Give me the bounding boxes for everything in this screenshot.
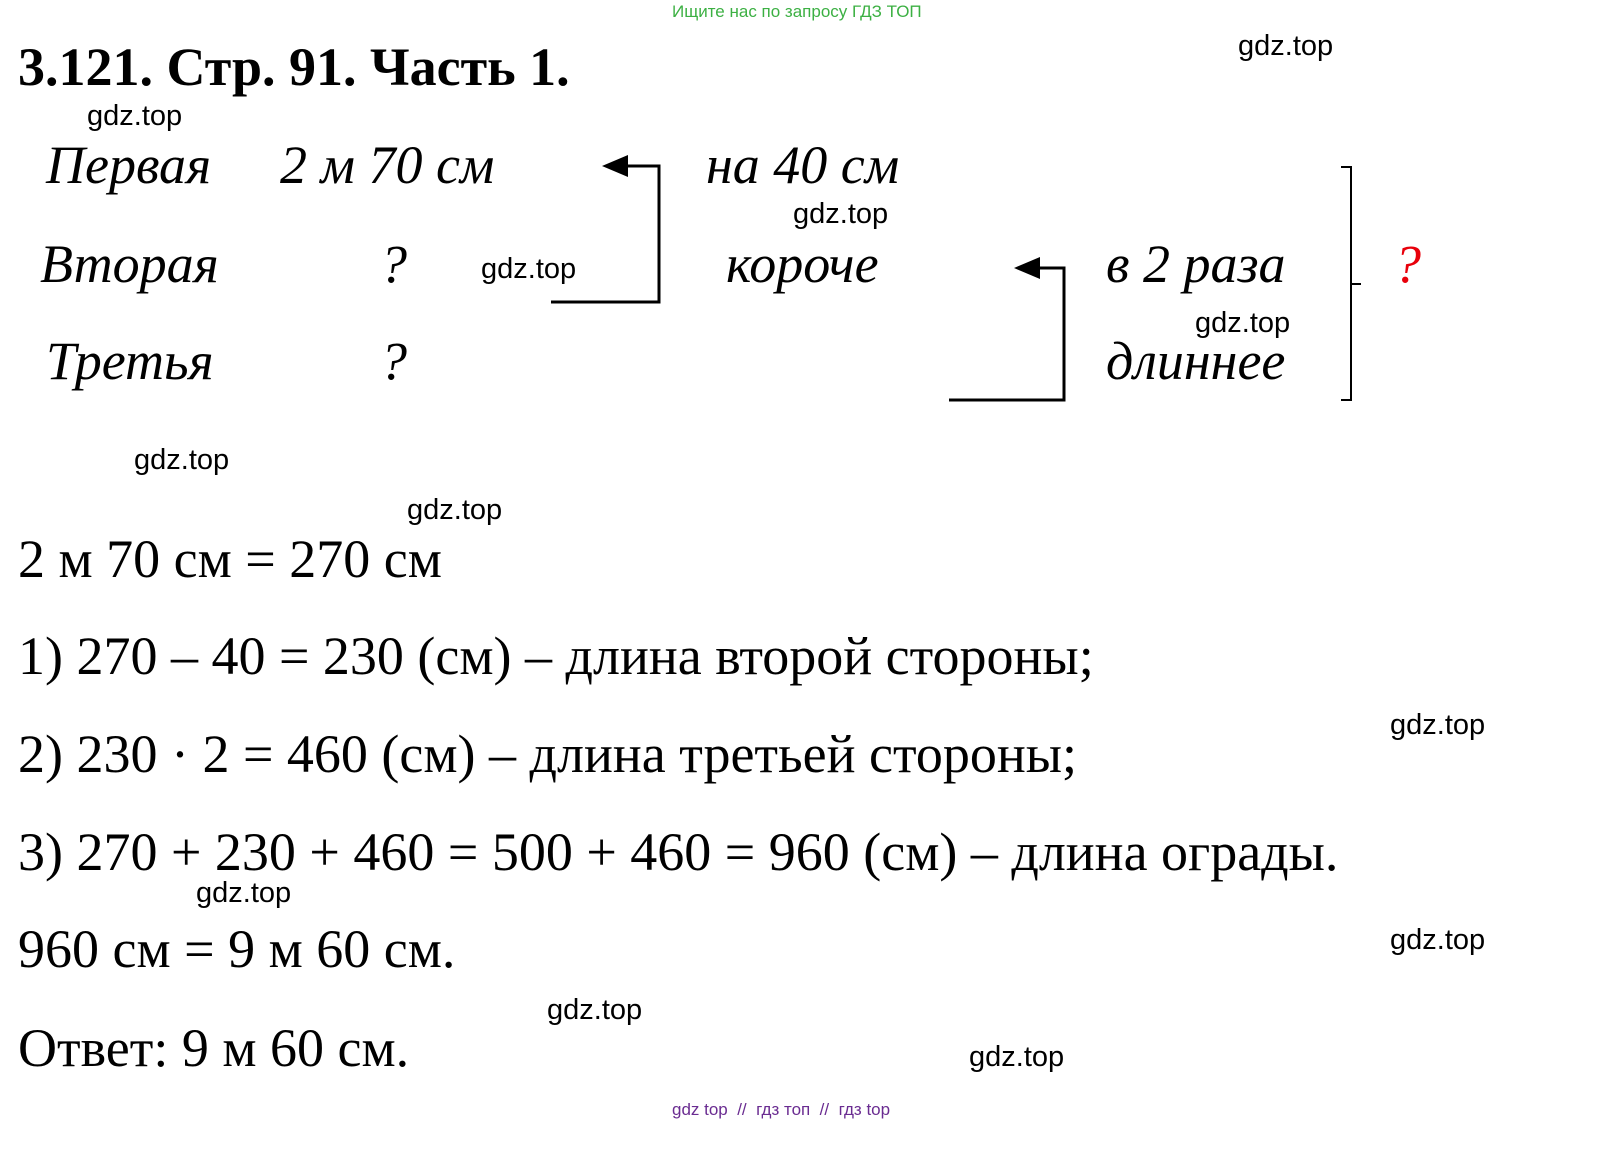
watermark: gdz.top: [969, 1041, 1065, 1073]
watermark: gdz.top: [196, 877, 292, 909]
solution-line-conversion: 2 м 70 см = 270 см: [18, 529, 442, 589]
watermark: gdz.top: [793, 198, 889, 230]
total-brace: [1341, 167, 1351, 400]
solution-step-3: 3) 270 + 230 + 460 = 500 + 460 = 960 (см) – длина ограды.: [18, 822, 1339, 882]
watermark: gdz.top: [87, 100, 183, 132]
row-label-third: Третья: [46, 331, 214, 391]
watermark: gdz.top: [1238, 30, 1334, 62]
watermark: gdz.top: [547, 994, 643, 1026]
solution-line-result: 960 см = 9 м 60 см.: [18, 919, 456, 979]
watermark: gdz.top: [481, 253, 577, 285]
row-label-second: Вторая: [40, 234, 219, 294]
solution-step-2: 2) 230 · 2 = 460 (см) – длина третьей стороны;: [18, 724, 1078, 784]
relation-1-amount: на 40 см: [706, 135, 900, 195]
watermark: gdz.top: [1195, 307, 1291, 339]
relation-2-amount: в 2 раза: [1106, 234, 1286, 294]
answer-line: Ответ: 9 м 60 см.: [18, 1018, 410, 1078]
relation-2-word: длиннее: [1106, 331, 1286, 391]
arrowhead-second: [1014, 257, 1040, 279]
row-value-first: 2 м 70 см: [280, 135, 495, 195]
exercise-title: 3.121. Стр. 91. Часть 1.: [18, 37, 570, 97]
watermark: gdz.top: [407, 494, 503, 526]
footer-links: gdz top // гдз топ // гдз top: [672, 1100, 891, 1119]
top-banner: Ищите нас по запросу ГДЗ ТОП: [672, 2, 922, 21]
watermark: gdz.top: [1390, 709, 1486, 741]
relation-1-word: короче: [726, 234, 879, 294]
row-label-first: Первая: [46, 135, 212, 195]
row-value-second: ?: [380, 234, 407, 294]
row-value-third: ?: [380, 331, 407, 391]
watermark: gdz.top: [134, 444, 230, 476]
arrowhead-first: [602, 155, 628, 177]
solution-step-1: 1) 270 – 40 = 230 (см) – длина второй стороны;: [18, 626, 1094, 686]
total-question-mark: ?: [1394, 234, 1421, 294]
arrow-third-to-second: [949, 268, 1064, 400]
watermark: gdz.top: [1390, 924, 1486, 956]
